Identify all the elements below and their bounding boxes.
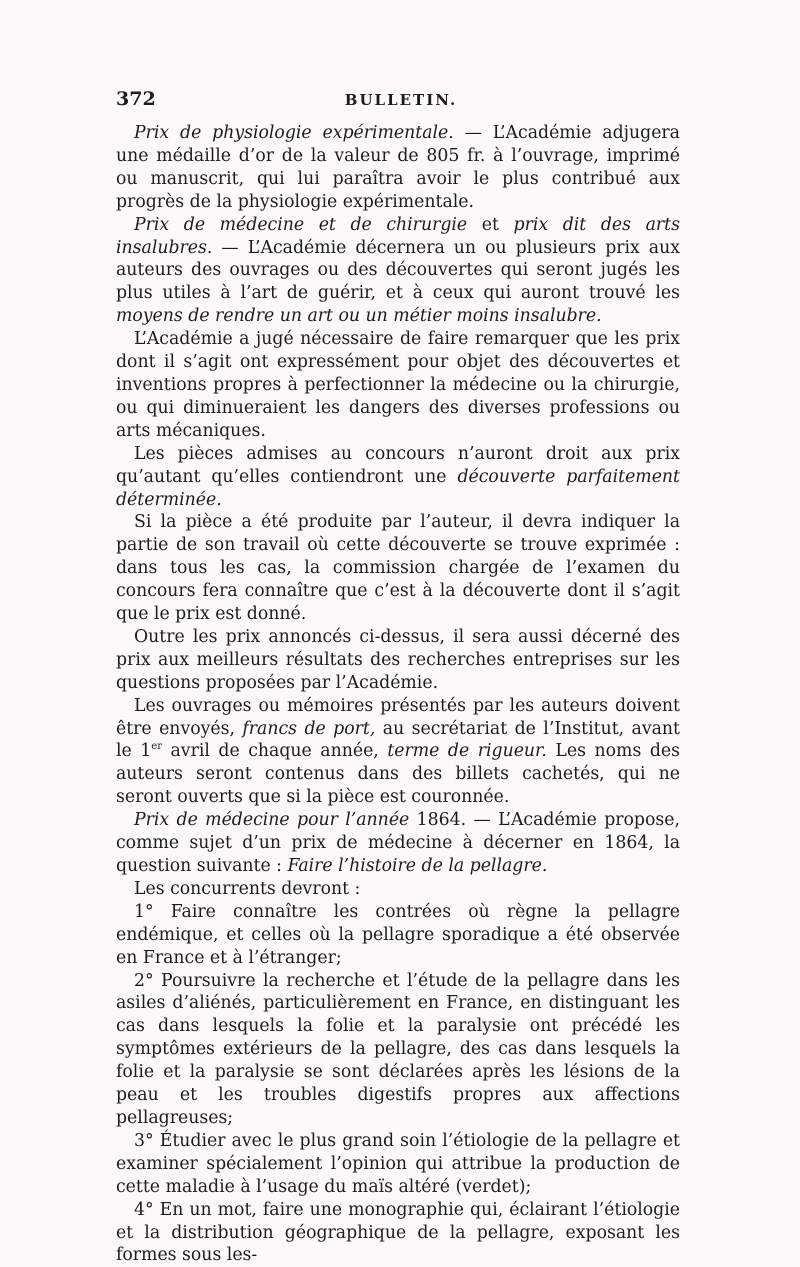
emphasis-italic: Faire l’histoire de la pellagre.: [287, 856, 548, 876]
paragraph-text: 1864. — L’Académie propose, comme sujet d’un prix de médecine à décerner en 1864, la question suivante :: [116, 810, 680, 876]
emphasis-italic: francs de port,: [242, 718, 376, 739]
paragraph-admitted-pieces: [116, 443, 680, 512]
paragraph-text: Si la pièce a été produite par l’auteur, il devra indiquer la partie de son travail où cette découverte se trouve exprimée : dans tous les cas, la commission chargée de l’examen du concours fera connaître que c’est à la découverte dont il s’agit que le prix est donné.: [116, 512, 680, 625]
prize-title-italic: Prix de physiologie expérimentale.: [134, 123, 454, 143]
emphasis-italic: découverte parfaitement déterminée.: [116, 466, 680, 510]
page-number: 372: [116, 88, 156, 110]
body-text: [116, 122, 680, 1267]
prize-title-italic: Prix de médecine pour l’année: [134, 810, 410, 831]
paragraph-medicine-surgery-prize: [116, 214, 680, 329]
paragraph-text: avril de chaque année,: [161, 741, 388, 762]
page-header: [116, 88, 680, 122]
paragraph-text: Les concurrents devront :: [134, 878, 361, 899]
paragraph-text: 1° Faire connaître les contrées où règne la pellagre endémique, et celles où la pellagre sporadique a été observée en France et à l’étranger;: [116, 901, 680, 968]
list-item-4: [116, 1199, 680, 1267]
running-head: BULLETIN.: [344, 91, 458, 109]
paragraph-competitors-must: [116, 878, 680, 901]
prize-title-italic: prix dit des arts insalubres.: [116, 214, 680, 258]
list-item-1: [116, 901, 680, 970]
list-item-3: [116, 1130, 680, 1199]
paragraph-text: Les pièces admises au concours n’auront droit aux prix qu’autant qu’elles contiendront une: [116, 443, 680, 487]
emphasis-italic: moyens de rendre un art ou un métier moins insalubre.: [116, 306, 602, 327]
list-item-2: [116, 970, 680, 1130]
paragraph-academy-note: [116, 328, 680, 443]
paragraph-text: 4° En un mot, faire une monographie qui, éclairant l’étiologie et la distribution géographique de la pellagre, exposant les formes sous les-: [116, 1199, 680, 1266]
paragraph-text: — L’Académie adjugera une médaille d’or de la valeur de 805 fr. à l’ouvrage, imprimé ou manuscrit, qui lui paraîtra avoir le plus contribué aux progrès de la physiologie expérimentale.: [116, 123, 680, 212]
paragraph-other-prizes: [116, 626, 680, 695]
paragraph-author-instructions: [116, 511, 680, 626]
paragraph-submission-rules: [116, 695, 680, 810]
paragraph-text: — L’Académie décernera un ou plusieurs prix aux auteurs des ouvrages ou des découvertes qui seront jugés les plus utiles à l’art de guérir, et à ceux qui auront trouvé les: [116, 237, 680, 304]
superscript: er: [151, 741, 162, 753]
prize-title-italic: Prix de médecine et de chirurgie: [134, 214, 468, 235]
paragraph-text: Les ouvrages ou mémoires présentés par les auteurs doivent être envoyés,: [116, 695, 680, 739]
emphasis-italic: terme de rigueur.: [387, 741, 547, 762]
paragraph-medicine-prize-1864: [116, 809, 680, 878]
paragraph-text: 3° Étudier avec le plus grand soin l’étiologie de la pellagre et examiner spécialement l’opinion qui attribue la production de cette maladie à l’usage du maïs altéré (verdet);: [116, 1130, 680, 1197]
paragraph-text: 2° Poursuivre la recherche et l’étude de la pellagre dans les asiles d’aliénés, particulièrement en France, en distinguant les cas dans lesquels la folie et la paralysie ont précédé les symptômes extérieurs de la pellagre, des cas dans lesquels la folie et la paralysie se sont déclarées après les lésions de la peau et les troubles digestifs propres aux affections pellagreuses;: [116, 970, 680, 1128]
paragraph-text: et: [467, 214, 514, 235]
paragraph-text: Les noms des auteurs seront contenus dans des billets cachetés, qui ne seront ouverts que si la pièce est couronnée.: [116, 741, 680, 808]
paragraph-text: L’Académie a jugé nécessaire de faire remarquer que les prix dont il s’agit ont expressément pour objet des découvertes et inventions propres à perfectionner la médecine ou la chirurgie, ou qui diminueraient les dangers des diverses professions ou arts mécaniques.: [116, 329, 680, 441]
paragraph-physiology-prize: [116, 122, 680, 214]
paragraph-text: Outre les prix annoncés ci-dessus, il sera aussi décerné des prix aux meilleurs résultats des recherches entreprises sur les questions proposées par l’Académie.: [116, 626, 680, 693]
paragraph-text: au secrétariat de l’Institut, avant le 1: [116, 718, 681, 762]
